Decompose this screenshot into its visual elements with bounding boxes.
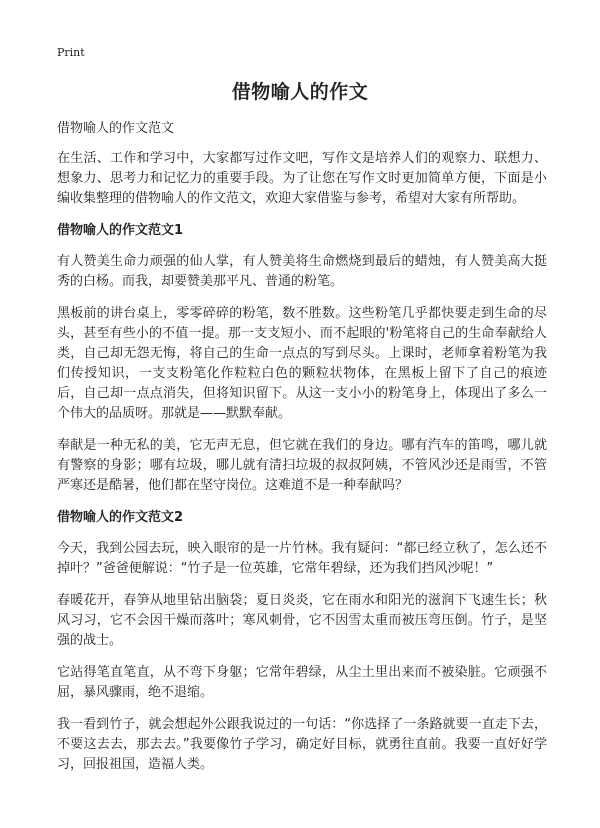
section-heading: 借物喻人的作文范文1 [57, 223, 184, 238]
section-paragraph: 今天，我到公园去玩，映入眼帘的是一片竹林。我有疑问：“都已经立秋了，怎么还不掉叶？”爸爸便解说：“竹子是一位英雄，它常年碧绿，还为我们挡风沙呢！” [57, 541, 547, 576]
section-paragraph: 春暖花开，春笋从地里钻出脑袋；夏日炎炎，它在雨水和阳光的滋润下飞速生长；秋风习习，它不会因干燥而落叶；寒风刺骨，它不因雪太重而被压弯压倒。竹子，是坚强的战士。 [57, 593, 547, 648]
intro-paragraph: 在生活、工作和学习中，大家都写过作文吧，写作文是培养人们的观察力、联想力、想象力、思考力和记忆力的重要手段。为了让您在写作文时更加简单方便，下面是小编收集整理的借物喻人的作文范文，欢迎大家借鉴与参考，希望对大家有所帮助。 [57, 151, 547, 206]
page-title: 借物喻人的作文 [231, 81, 369, 103]
section-paragraph: 我一看到竹子，就会想起外公跟我说过的一句话：“你选择了一条路就要一直走下去，不要这去去，那去去。”我要像竹子学习，确定好目标，就勇往直前。我要一直好好学习，回报祖国，造福人类。 [57, 717, 547, 772]
section-paragraph: 奉献是一种无私的美，它无声无息，但它就在我们的身边。哪有汽车的笛鸣，哪儿就有警察的身影；哪有垃圾，哪儿就有清扫垃圾的叔叔阿姨，不管风沙还是雨雪，不管严寒还是酷暑，他们都在坚守岗位。这难道不是一种奉献吗？ [57, 438, 547, 493]
section-heading: 借物喻人的作文范文2 [57, 510, 184, 525]
section-paragraph: 它站得笔直笔直，从不弯下身躯；它常年碧绿，从尘土里出来而不被染脏。它顽强不屈，暴风骤雨，绝不退缩。 [57, 665, 547, 700]
section-paragraph: 黑板前的讲台桌上，零零碎碎的粉笔，数不胜数。这些粉笔几乎都快要走到生命的尽头，甚至有些小的不值一提。那一支支短小、而不起眼的'粉笔将自己的生命奉献给人类，自己却无怨无悔，将自己的生命一点点的写到尽头。上课时，老师拿着粉笔为我们传授知识，一支支粉笔化作粒粒白色的颗粒状物体，在黑板上留下了自己的痕迹后，自己却一点点消失，但将知识留下。从这一支小小的粉笔身上，体现出了多么一个伟大的品质呀。那就是——默默奉献。 [57, 306, 547, 421]
article-subtitle: 借物喻人的作文范文 [57, 121, 175, 136]
section-2 [57, 508, 547, 775]
print-link[interactable]: Print [57, 46, 85, 59]
section-1 [57, 221, 547, 496]
section-paragraph: 有人赞美生命力顽强的仙人掌，有人赞美将生命燃烧到最后的蜡烛，有人赞美高大挺秀的白杨。而我，却要赞美那平凡、普通的粉笔。 [57, 254, 547, 289]
article-body [57, 119, 547, 787]
